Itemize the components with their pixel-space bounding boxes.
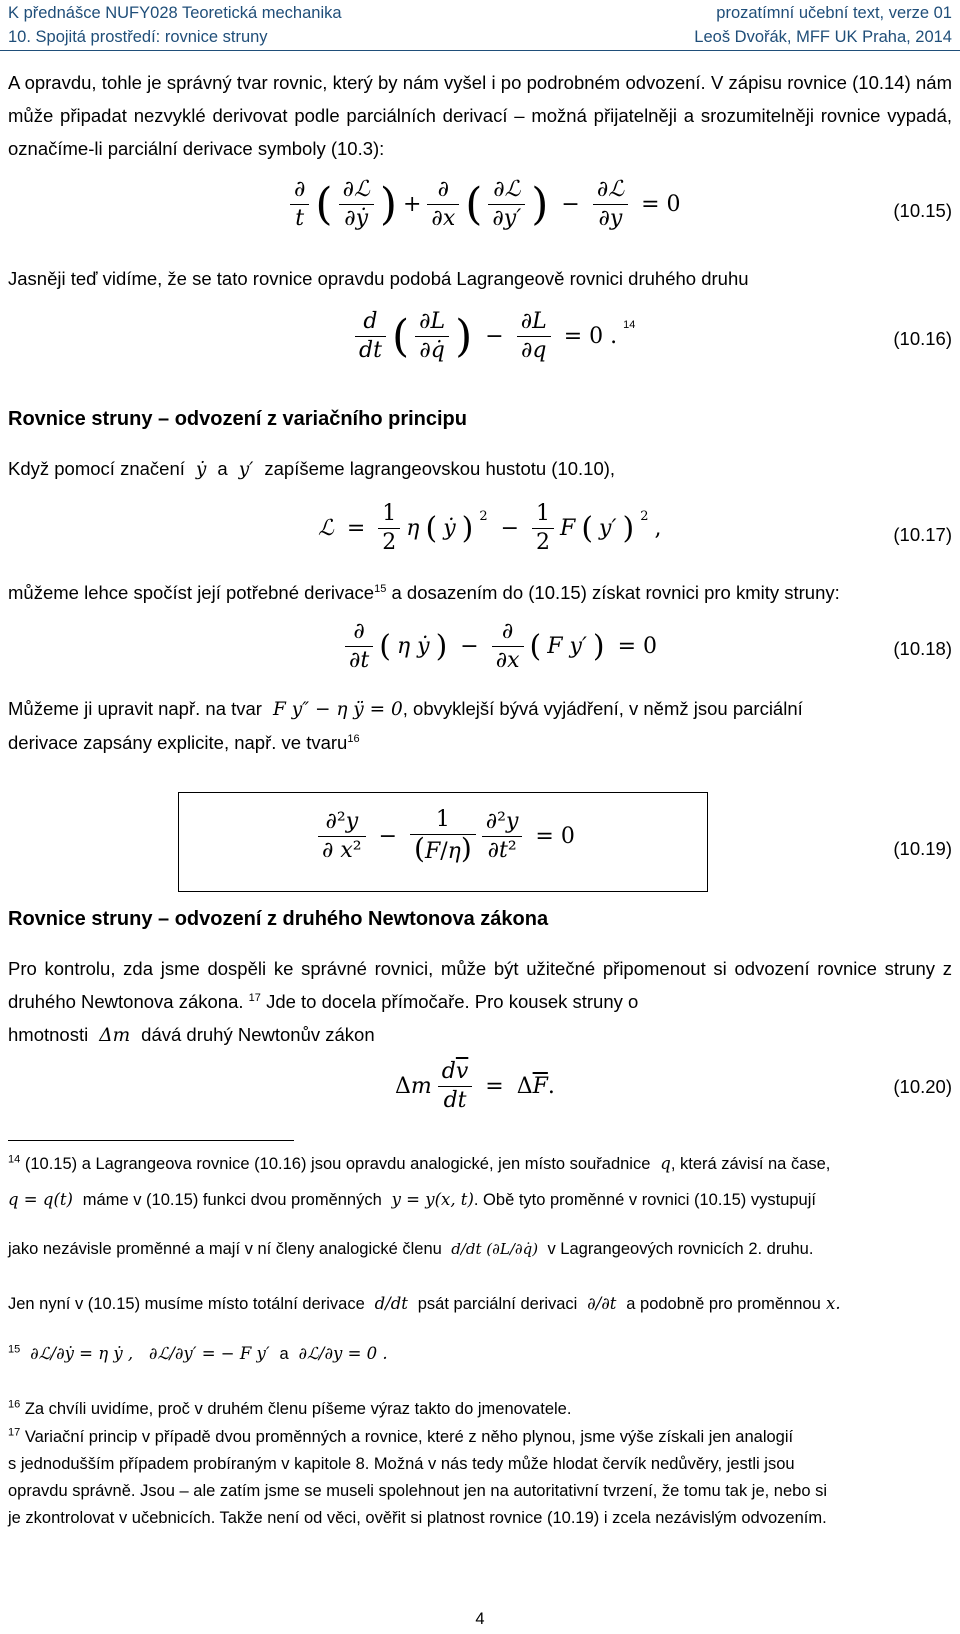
paragraph-lagrange: Jasněji teď vidíme, že se tato rovnice opravdu podobá Lagrangeově rovnici druhého druhu — [8, 268, 749, 289]
eq-number-10-17: (10.17) — [893, 524, 952, 545]
page-number: 4 — [475, 1610, 485, 1628]
footnote-16: $^{16}$ Za chvíli uvidíme, proč v druhém členu píšeme výraz takto do jmenovatele. — [8, 1398, 572, 1418]
header-left — [8, 1, 342, 49]
eq-number-10-15: (10.15) — [893, 200, 952, 221]
course-title: K přednášce NUFY028 Teoretická mechanika — [8, 4, 342, 22]
equation-10-16: $\frac{d}{dt}$ ( $\frac{\partial L}{\partial q̇}$ ) − $\frac{\partial L}{\partial q}$ = 0 . $^{14}$ — [355, 308, 635, 365]
equation-10-15: $\frac{\partial}{t}$ ( $\frac{\text{∂ℒ}}{\text{∂ẏ}}$ ) + $\frac{\partial}{\partial x}$ ( $\frac{\text{∂ℒ}}{\partial y'}$ ) − $\frac{\text{∂ℒ}}{\partial y}$ = 0 — [290, 176, 681, 233]
eq-number-10-19: (10.19) — [893, 838, 952, 859]
footnote-14-line2: q = q(t) máme v (10.15) funkci dvou proměnných y = y(x, t). Obě tyto proměnné v rovnici (10.15) vystupují — [8, 1190, 816, 1209]
footnote-ref-17: 17 — [248, 991, 261, 1004]
eq-number-10-16: (10.16) — [893, 328, 952, 349]
paragraph-intro: A opravdu, tohle je správný tvar rovnic, který by nám vyšel i po podrobném odvození. V zápisu rovnice (10.14) nám může připadat nezvyklé derivovat podle parciálních derivací – možná přijatelněji a srozumitelněji rovnice vypadá, označíme-li parciální derivace symboly (10.3): — [8, 72, 952, 159]
footnote-14-line3: jako nezávisle proměnné a mají v ní členy analogické členu d/dt (∂L/∂q̇) v Lagrangeových rovnicích 2. druhu. — [8, 1240, 814, 1258]
paragraph-notation: Když pomocí značení ẏ a y′ zapíšeme lagrangeovskou hustotu (10.10), — [8, 458, 616, 480]
header-right — [694, 1, 952, 49]
header-rule — [0, 50, 960, 51]
paragraph-explicit-form: Můžeme ji upravit např. na tvar F y″ − η ÿ = 0, obvyklejší bývá vyjádření, v němž jsou parciální — [8, 698, 803, 720]
footnote-14-line4: Jen nyní v (10.15) musíme místo totální derivace d/dt psát parciální derivaci ∂/∂t a podobně pro proměnnou x. — [8, 1294, 841, 1313]
page-header — [0, 0, 960, 50]
equation-10-19: $\frac{\text{∂²y}}{\text{∂ x²}}$ − $\frac{1}{(F/\eta)}$ $\frac{\text{∂²y}}{\text{∂t²}}$ = 0 — [318, 806, 575, 866]
paragraph-newton-cont: hmotnosti Δm dává druhý Newtonův zákon — [8, 1024, 375, 1046]
eq-number-10-18: (10.18) — [893, 638, 952, 659]
footnote-rule — [8, 1140, 294, 1141]
footnote-15: $^{15}$ ∂ℒ/∂ẏ = η ẏ , ∂ℒ/∂y′ = − F y′ a ∂ℒ/∂y = 0 . — [8, 1343, 388, 1363]
text-version: prozatímní učební text, verze 01 — [716, 4, 952, 22]
paragraph-explicit-form-cont: derivace zapsány explicite, např. ve tvaru$^{16}$ — [8, 732, 360, 753]
footnote-14-line1: $^{14}$ (10.15) a Lagrangeova rovnice (10.16) jsou opravdu analogické, jen místo souřadnice q, která závisí na čase, — [8, 1153, 831, 1173]
chapter-title: 10. Spojitá prostředí: rovnice struny — [8, 28, 268, 46]
paragraph-newton: Pro kontrolu, zda jsme dospěli ke správné rovnici, může být užitečné připomenout si odvození rovnice struny z druhého Newtonova zákona. $^{17}$ Jde to docela přímočaře. Pro kousek struny o — [8, 958, 952, 1012]
footnote-ref-16: 16 — [347, 732, 360, 745]
section-heading-variational: Rovnice struny – odvození z variačního principu — [8, 408, 467, 430]
section-heading-newton: Rovnice struny – odvození z druhého Newtonova zákona — [8, 908, 549, 930]
eq-number-10-20: (10.20) — [893, 1076, 952, 1097]
equation-10-18: $\frac{\partial}{\partial t}$ ( η ẏ ) − $\frac{\partial}{\partial x}$ ( F y′ ) = 0 — [345, 618, 657, 675]
footnote-ref-15: 15 — [374, 582, 387, 595]
footnote-17: $^{17}$ Variační princip v případě dvou proměnných a rovnice, které z něho plynou, jsme výše získali jen analogií s jednodušším případem probíraným v kapitole 8. Možná v nás tedy může hlodat červík nedůvěry, jestli jsou opravdu správně. Jsou – ale zatím jsme se museli spolehnout jen na autoritativní tvrzení, že tomu tak je, nebo si je zkontrolovat v učebnicích. Takže není od věci, ověřit si platnost rovnice (10.19) i zcela nezávislým odvozením. — [8, 1426, 828, 1527]
equation-10-20: Δm $\frac{d\overline{v}}{dt}$ = $\Delta\overline{F}$. — [395, 1059, 555, 1113]
author-line: Leoš Dvořák, MFF UK Praha, 2014 — [694, 28, 952, 46]
paragraph-derivatives: můžeme lehce spočíst její potřebné derivace$^{15}$ a dosazením do (10.15) získat rovnici pro kmity struny: — [8, 582, 840, 603]
equation-10-17: ℒ = $\frac{1}{2}$ η ( ẏ ) $^2$ − $\frac{1}{2}$ F ( y′ ) $^2$ , — [318, 501, 662, 555]
